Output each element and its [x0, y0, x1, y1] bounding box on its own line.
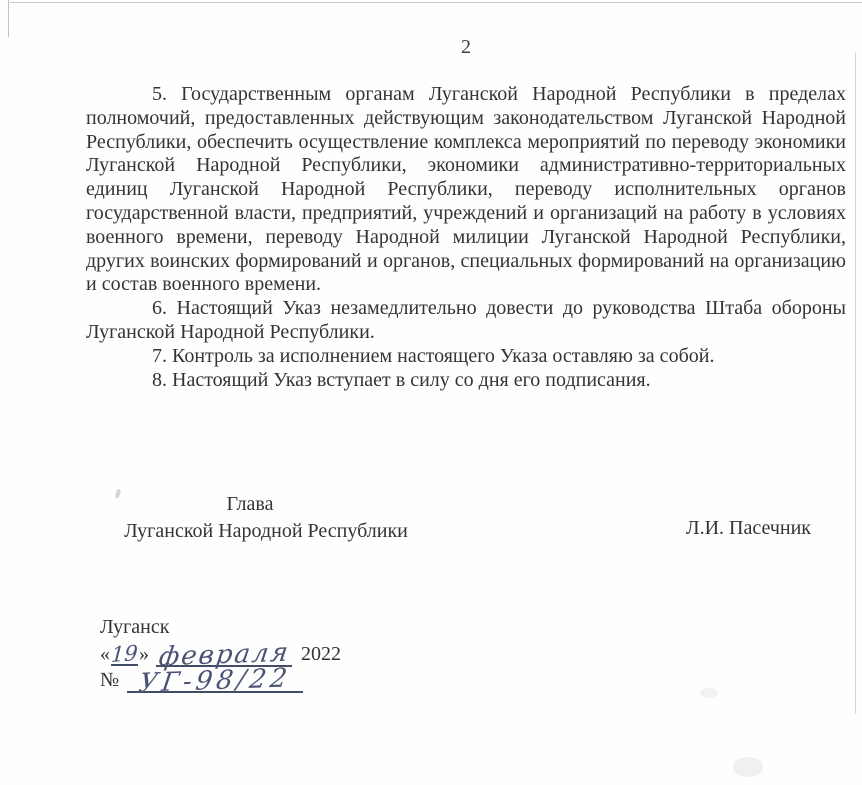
scan-artifact-right-edge [855, 52, 856, 714]
issuance-date-line [100, 637, 341, 673]
decree-body [86, 83, 846, 392]
paragraph-item-8: 8. Настоящий Указ вступает в силу со дня его подписания. [152, 368, 651, 391]
number-sign: № [100, 669, 120, 691]
paragraph-item-6: 6. Настоящий Указ незамедлительно довести до руководства Штаба обороны Луганской Народной Республики. [86, 297, 846, 343]
quote-open: « [100, 643, 110, 665]
scan-artifact-left-edge [8, 0, 9, 37]
signatory-title [118, 491, 414, 545]
issuance-year: 2022 [301, 643, 341, 665]
handwritten-month: февраля [156, 637, 292, 673]
day-blank [110, 640, 139, 668]
issuance-city: Луганск [100, 616, 170, 638]
paragraph-item-5: 5. Государственным органам Луганской Народной Республики в пределах полномочий, предоставленных действующим законодательством Луганской Народной Республики, обеспечить осуществление комплекса мероприятий по переводу экономики Луганской Народной Республики, экономики административно-территориальных единиц Луганской Народной Республики, переводу исполнительных органов государственной власти, предприятий, учреждений и организаций на работу в условиях военного времени, переводу Народной милиции Луганской Народной Республики, других воинских формирований и органов, специальных формирований на организацию и состав военного времени. [86, 83, 846, 296]
paragraph-item-7: 7. Контроль за исполнением настоящего Указа оставляю за собой. [152, 344, 715, 367]
month-blank [156, 637, 292, 673]
signatory-name: Л.И. Пасечник [686, 517, 812, 539]
scan-artifact-smudge [700, 688, 718, 698]
handwritten-number: УГ-98/22 [137, 663, 294, 699]
page-number: 2 [461, 36, 471, 58]
signatory-title-line1: Глава [226, 493, 274, 515]
signatory-title-line2: Луганской Народной Республики [124, 520, 408, 542]
issuance-block [100, 615, 341, 699]
scan-artifact-top-edge [10, 2, 862, 3]
scan-artifact-smudge [733, 757, 763, 777]
number-blank [127, 663, 303, 699]
issuance-number-line [100, 663, 341, 699]
quote-close: » [139, 643, 149, 665]
handwritten-day: 19 [110, 640, 139, 668]
